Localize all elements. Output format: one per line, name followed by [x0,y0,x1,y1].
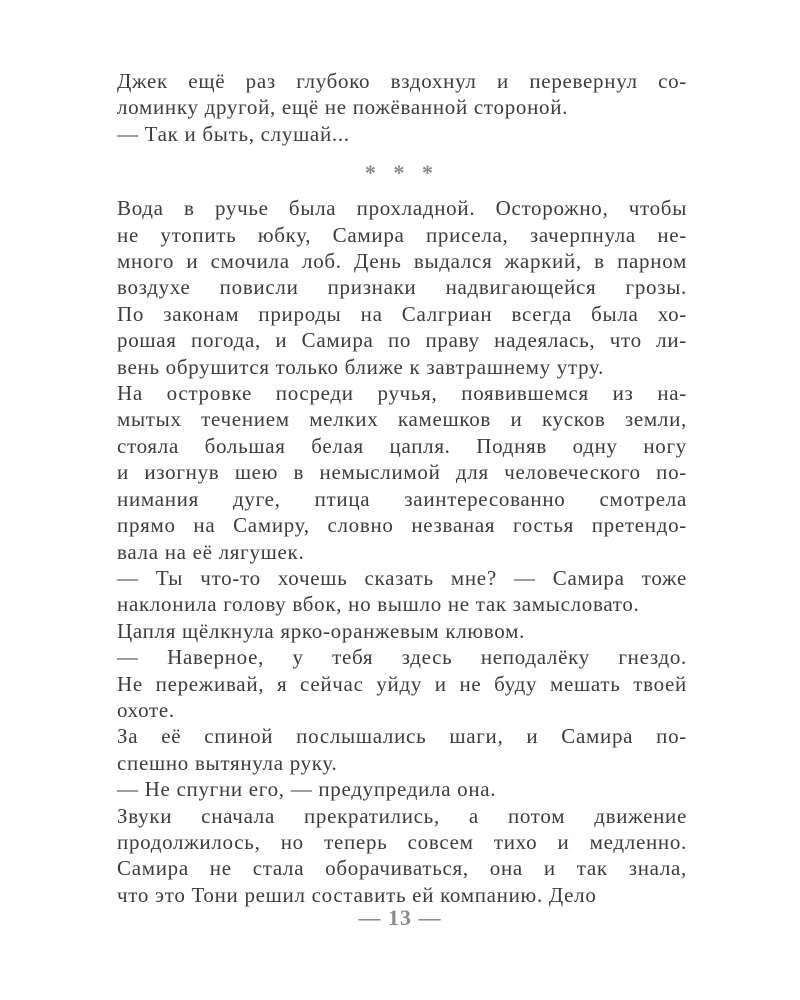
paragraph [117,121,687,147]
paragraph [117,644,687,723]
text-line: Цапля щёлкнула ярко-оранжевым клювом. [117,618,526,643]
text-line: продолжилось, но теперь совсем тихо и медленно. [117,829,687,854]
page-number: — 13 — [358,905,442,930]
text-line: Джек ещё раз глубоко вздохнул и перевернул со- [117,69,687,93]
page-body [117,68,687,908]
text-line: нимания дуге, птица заинтересованно смотрела [117,486,687,511]
text-line: вала на её лягушек. [117,539,305,564]
paragraph [117,803,687,909]
text-line: наклонила голову вбок, но вышло не так замысловато. [117,592,640,617]
text-line: — Ты что-то хочешь сказать мне? — Самира тоже [117,565,687,590]
section-separator: * * * [365,160,439,186]
text-line: что это Тони решил составить ей компанию. Дело [117,882,597,907]
text-line: За её спиной послышались шаги, и Самира по- [117,724,687,749]
text-line: вень обрушится только ближе к завтрашнему утру. [117,354,605,379]
paragraph [117,380,687,565]
text-line: — Так и быть, слушай... [117,121,350,146]
text-line: не утопить юбку, Самира присела, зачерпнула не- [117,222,687,247]
paragraph [117,776,687,802]
text-line: Звуки сначала прекратились, а потом движение [117,803,687,828]
text-line: рошая погода, и Самира по праву надеялась, что ли- [117,328,687,353]
text-line: — Не спугни его, — предупредила она. [117,777,497,802]
text-line: мытых течением мелких камешков и кусков земли, [117,407,687,432]
text-line: стояла большая белая цапля. Подняв одну ногу [117,433,687,458]
text-line: много и смочила лоб. День выдался жаркий, в парном [117,249,687,274]
paragraph [117,723,687,776]
main-text [117,195,687,908]
text-line: и изогнув шею в немыслимой для человеческого по- [117,460,687,485]
text-line: охоте. [117,697,175,722]
text-line: — Наверное, у тебя здесь неподалёку гнездо. [117,645,687,670]
text-line: спешно вытянула руку. [117,750,338,775]
text-line: прямо на Самиру, словно незваная гостья претендо- [117,513,687,538]
text-line: Не переживай, я сейчас уйду и не буду мешать твоей [117,671,687,696]
text-line: Самира не стала оборачиваться, она и так знала, [117,856,687,881]
paragraph [117,618,687,644]
paragraph [117,565,687,618]
paragraph [117,68,687,121]
text-line: ломинку другой, ещё не пожёванной стороной. [117,95,569,120]
text-line: По законам природы на Салгриан всегда была хо- [117,301,687,326]
text-line: На островке посреди ручья, появившемся из на- [117,381,687,406]
text-line: воздухе повисли признаки надвигающейся грозы. [117,275,687,300]
paragraph [117,195,687,380]
text-line: Вода в ручье была прохладной. Осторожно, чтобы [117,196,687,221]
opening-text [117,68,687,147]
